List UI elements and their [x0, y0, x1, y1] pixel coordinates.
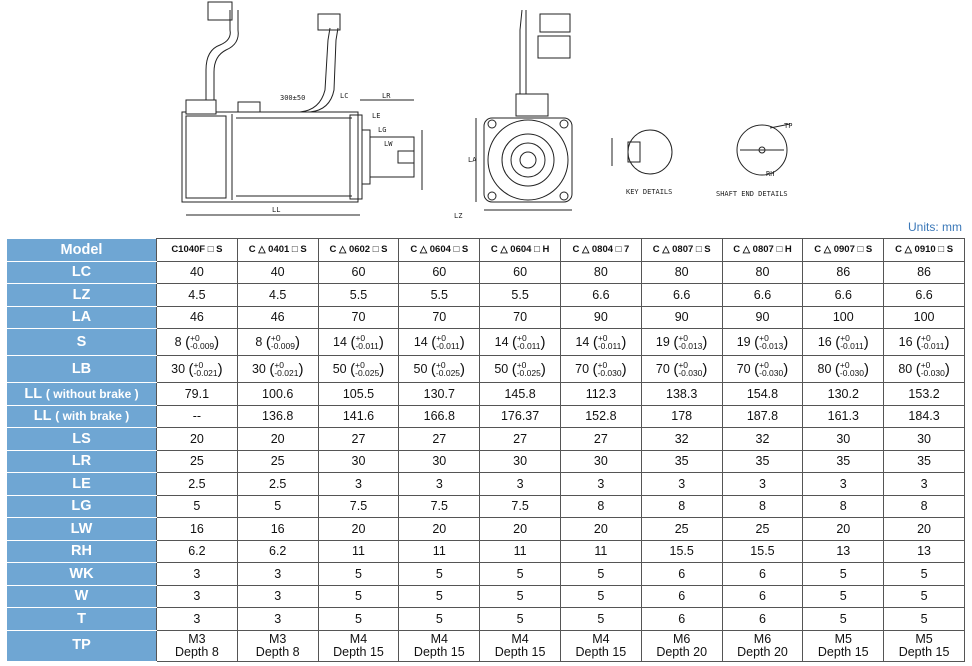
- row-label: LW: [7, 518, 157, 541]
- spec-row-ll: [7, 405, 965, 428]
- spec-cell: 6: [722, 563, 803, 586]
- motor-dimension-drawings: [0, 0, 972, 232]
- spec-cell: 14 ( +0 -0.011 ): [480, 329, 561, 356]
- spec-cell: 6.2: [237, 540, 318, 563]
- spec-row-la: [7, 306, 965, 329]
- spec-cell: 40: [237, 261, 318, 284]
- spec-cell: 130.7: [399, 383, 480, 406]
- spec-cell: 5: [157, 495, 238, 518]
- spec-cell: 4.5: [157, 284, 238, 307]
- spec-cell: 3: [399, 473, 480, 496]
- spec-cell: 80 ( +0 -0.030 ): [884, 356, 965, 383]
- spec-cell: 50 ( +0 -0.025 ): [318, 356, 399, 383]
- spec-cell: 3: [157, 608, 238, 631]
- spec-cell: 60: [399, 261, 480, 284]
- model-header-cell: C △ 0910 □ S: [884, 239, 965, 262]
- spec-cell: 6: [641, 563, 722, 586]
- row-label: TP: [7, 630, 157, 661]
- spec-row-rh: [7, 540, 965, 563]
- spec-cell: 8: [560, 495, 641, 518]
- spec-cell: 8: [641, 495, 722, 518]
- spec-cell: 90: [641, 306, 722, 329]
- spec-cell: 16: [237, 518, 318, 541]
- spec-cell: 60: [480, 261, 561, 284]
- model-header-cell: C △ 0804 □ 7: [560, 239, 641, 262]
- spec-cell: 136.8: [237, 405, 318, 428]
- spec-cell: 5: [399, 563, 480, 586]
- spec-cell: 27: [318, 428, 399, 451]
- spec-cell: 6.6: [722, 284, 803, 307]
- spec-row-lg: [7, 495, 965, 518]
- spec-cell: 8: [884, 495, 965, 518]
- spec-cell: 141.6: [318, 405, 399, 428]
- spec-cell: 30: [803, 428, 884, 451]
- spec-cell: 30: [318, 450, 399, 473]
- spec-cell: 15.5: [722, 540, 803, 563]
- spec-cell: 30 ( +0 -0.021 ): [237, 356, 318, 383]
- label-cable: 300±50: [280, 94, 306, 102]
- spec-cell: 3: [884, 473, 965, 496]
- spec-cell: 50 ( +0 -0.025 ): [399, 356, 480, 383]
- spec-cell: 30: [399, 450, 480, 473]
- model-header-row: [7, 239, 965, 262]
- spec-cell: 3: [157, 585, 238, 608]
- spec-cell: 3: [480, 473, 561, 496]
- spec-row-t: [7, 608, 965, 631]
- model-header-label: Model: [7, 239, 157, 262]
- spec-cell: 2.5: [237, 473, 318, 496]
- spec-cell: 16 ( +0 -0.011 ): [884, 329, 965, 356]
- model-header-cell: C △ 0807 □ H: [722, 239, 803, 262]
- spec-cell: 3: [237, 608, 318, 631]
- model-header-cell: C △ 0604 □ S: [399, 239, 480, 262]
- spec-cell: 70: [480, 306, 561, 329]
- spec-cell: 6: [641, 585, 722, 608]
- label-lz: LZ: [454, 212, 463, 220]
- spec-cell: 11: [480, 540, 561, 563]
- spec-cell: 80: [560, 261, 641, 284]
- spec-cell: 5: [480, 608, 561, 631]
- spec-cell: 4.5: [237, 284, 318, 307]
- spec-cell: 5: [399, 585, 480, 608]
- motor-side-view: [182, 2, 422, 215]
- spec-cell: 3: [722, 473, 803, 496]
- row-label: LA: [7, 306, 157, 329]
- spec-cell: 35: [641, 450, 722, 473]
- spec-cell: 35: [722, 450, 803, 473]
- spec-cell: 5.5: [480, 284, 561, 307]
- spec-row-ll: [7, 383, 965, 406]
- spec-cell: 166.8: [399, 405, 480, 428]
- spec-cell: 35: [884, 450, 965, 473]
- label-le: LE: [372, 112, 381, 120]
- spec-cell: 90: [722, 306, 803, 329]
- key-details-drawing: [612, 130, 672, 174]
- row-label: S: [7, 329, 157, 356]
- spec-cell: 138.3: [641, 383, 722, 406]
- spec-table-body: [7, 261, 965, 661]
- spec-cell: 3: [318, 473, 399, 496]
- spec-row-lz: [7, 284, 965, 307]
- spec-cell: 6.6: [803, 284, 884, 307]
- spec-cell: 86: [803, 261, 884, 284]
- spec-cell: 40: [157, 261, 238, 284]
- label-rh: RH: [766, 170, 775, 178]
- spec-cell: M3 Depth 8: [237, 630, 318, 661]
- row-label: LR: [7, 450, 157, 473]
- model-header-cell: C △ 0807 □ S: [641, 239, 722, 262]
- key-details-title: KEY DETAILS: [626, 188, 673, 196]
- spec-cell: 8 ( +0 -0.009 ): [237, 329, 318, 356]
- spec-cell: 80 ( +0 -0.030 ): [803, 356, 884, 383]
- spec-cell: 100: [803, 306, 884, 329]
- spec-cell: 20: [318, 518, 399, 541]
- spec-cell: 6.6: [560, 284, 641, 307]
- row-label: LG: [7, 495, 157, 518]
- spec-cell: 152.8: [560, 405, 641, 428]
- spec-cell: 3: [237, 563, 318, 586]
- spec-cell: 14 ( +0 -0.011 ): [318, 329, 399, 356]
- spec-cell: 5: [884, 563, 965, 586]
- spec-cell: 5: [560, 608, 641, 631]
- spec-cell: 8: [803, 495, 884, 518]
- spec-cell: 32: [641, 428, 722, 451]
- label-tp: TP: [784, 122, 793, 130]
- spec-cell: 176.37: [480, 405, 561, 428]
- row-label: LE: [7, 473, 157, 496]
- spec-cell: --: [157, 405, 238, 428]
- spec-cell: 20: [884, 518, 965, 541]
- spec-cell: 130.2: [803, 383, 884, 406]
- spec-cell: 3: [157, 563, 238, 586]
- row-label: LZ: [7, 284, 157, 307]
- spec-cell: 5: [480, 563, 561, 586]
- spec-cell: 15.5: [641, 540, 722, 563]
- row-label: LB: [7, 356, 157, 383]
- spec-cell: M3 Depth 8: [157, 630, 238, 661]
- spec-cell: 90: [560, 306, 641, 329]
- spec-cell: M4 Depth 15: [560, 630, 641, 661]
- spec-cell: 27: [480, 428, 561, 451]
- spec-cell: 32: [722, 428, 803, 451]
- spec-cell: 7.5: [318, 495, 399, 518]
- spec-cell: 5.5: [318, 284, 399, 307]
- spec-cell: 79.1: [157, 383, 238, 406]
- spec-cell: 20: [399, 518, 480, 541]
- shaft-end-details-title: SHAFT END DETAILS: [716, 190, 788, 198]
- spec-cell: 5: [318, 585, 399, 608]
- spec-cell: 100: [884, 306, 965, 329]
- spec-cell: 153.2: [884, 383, 965, 406]
- spec-cell: 145.8: [480, 383, 561, 406]
- row-label: RH: [7, 540, 157, 563]
- spec-cell: 14 ( +0 -0.011 ): [399, 329, 480, 356]
- spec-cell: 27: [560, 428, 641, 451]
- spec-cell: 25: [157, 450, 238, 473]
- spec-cell: 27: [399, 428, 480, 451]
- spec-cell: 80: [722, 261, 803, 284]
- spec-cell: M4 Depth 15: [480, 630, 561, 661]
- spec-cell: 3: [803, 473, 884, 496]
- spec-cell: 5: [803, 563, 884, 586]
- model-header-cell: C △ 0907 □ S: [803, 239, 884, 262]
- spec-row-lr: [7, 450, 965, 473]
- model-header-cell: C1040F □ S: [157, 239, 238, 262]
- spec-cell: 6.6: [641, 284, 722, 307]
- spec-cell: 25: [237, 450, 318, 473]
- spec-cell: M5 Depth 15: [884, 630, 965, 661]
- label-la: LA: [468, 156, 477, 164]
- spec-cell: 6.6: [884, 284, 965, 307]
- model-header-cell: C △ 0401 □ S: [237, 239, 318, 262]
- row-label: T: [7, 608, 157, 631]
- spec-cell: 6: [641, 608, 722, 631]
- spec-cell: M6 Depth 20: [722, 630, 803, 661]
- spec-row-wk: [7, 563, 965, 586]
- spec-cell: 5: [318, 563, 399, 586]
- label-lc: LC: [340, 92, 349, 100]
- spec-cell: M5 Depth 15: [803, 630, 884, 661]
- spec-cell: M6 Depth 20: [641, 630, 722, 661]
- spec-cell: 86: [884, 261, 965, 284]
- spec-cell: 5: [399, 608, 480, 631]
- model-header-cell: C △ 0602 □ S: [318, 239, 399, 262]
- spec-cell: 5: [318, 608, 399, 631]
- spec-cell: 5: [480, 585, 561, 608]
- row-label: LC: [7, 261, 157, 284]
- spec-cell: 6: [722, 608, 803, 631]
- label-lr: LR: [382, 92, 391, 100]
- drawings-svg: [0, 0, 972, 232]
- spec-row-s: [7, 329, 965, 356]
- spec-cell: 8 ( +0 -0.009 ): [157, 329, 238, 356]
- spec-cell: 3: [560, 473, 641, 496]
- spec-cell: 3: [237, 585, 318, 608]
- spec-cell: 30: [884, 428, 965, 451]
- spec-cell: 80: [641, 261, 722, 284]
- spec-cell: 5: [884, 585, 965, 608]
- spec-row-w: [7, 585, 965, 608]
- shaft-end-details-drawing: [737, 122, 793, 175]
- row-label: LL ( without brake ): [7, 383, 157, 406]
- spec-cell: 154.8: [722, 383, 803, 406]
- spec-cell: 19 ( +0 -0.013 ): [722, 329, 803, 356]
- spec-cell: 16: [157, 518, 238, 541]
- spec-cell: 19 ( +0 -0.013 ): [641, 329, 722, 356]
- spec-cell: 187.8: [722, 405, 803, 428]
- spec-cell: 30 ( +0 -0.021 ): [157, 356, 238, 383]
- spec-cell: 100.6: [237, 383, 318, 406]
- spec-cell: 6: [722, 585, 803, 608]
- spec-cell: 161.3: [803, 405, 884, 428]
- spec-cell: 5: [560, 585, 641, 608]
- spec-row-lb: [7, 356, 965, 383]
- label-lw: LW: [384, 140, 393, 148]
- units-label: Units: mm: [908, 220, 962, 234]
- spec-cell: 20: [480, 518, 561, 541]
- spec-cell: M4 Depth 15: [399, 630, 480, 661]
- label-ll: LL: [272, 206, 281, 214]
- spec-cell: 3: [641, 473, 722, 496]
- spec-cell: 13: [803, 540, 884, 563]
- spec-row-lw: [7, 518, 965, 541]
- spec-cell: 11: [399, 540, 480, 563]
- model-header-cell: C △ 0604 □ H: [480, 239, 561, 262]
- spec-cell: 5: [803, 608, 884, 631]
- spec-cell: 70 ( +0 -0.030 ): [641, 356, 722, 383]
- spec-cell: 14 ( +0 -0.011 ): [560, 329, 641, 356]
- row-label: LL ( with brake ): [7, 405, 157, 428]
- spec-cell: 70 ( +0 -0.030 ): [722, 356, 803, 383]
- spec-cell: 184.3: [884, 405, 965, 428]
- spec-cell: M4 Depth 15: [318, 630, 399, 661]
- spec-cell: 11: [318, 540, 399, 563]
- row-label: LS: [7, 428, 157, 451]
- spec-cell: 105.5: [318, 383, 399, 406]
- spec-cell: 2.5: [157, 473, 238, 496]
- spec-cell: 5: [803, 585, 884, 608]
- motor-front-view: [476, 10, 572, 210]
- spec-cell: 70 ( +0 -0.030 ): [560, 356, 641, 383]
- spec-cell: 20: [237, 428, 318, 451]
- spec-cell: 7.5: [480, 495, 561, 518]
- row-label: W: [7, 585, 157, 608]
- spec-cell: 50 ( +0 -0.025 ): [480, 356, 561, 383]
- label-lg: LG: [378, 126, 387, 134]
- spec-cell: 20: [157, 428, 238, 451]
- spec-cell: 35: [803, 450, 884, 473]
- spec-cell: 30: [560, 450, 641, 473]
- spec-cell: 70: [318, 306, 399, 329]
- row-label: WK: [7, 563, 157, 586]
- spec-cell: 5.5: [399, 284, 480, 307]
- spec-cell: 46: [237, 306, 318, 329]
- spec-cell: 25: [641, 518, 722, 541]
- spec-cell: 8: [722, 495, 803, 518]
- spec-table: [6, 238, 965, 662]
- spec-cell: 25: [722, 518, 803, 541]
- spec-cell: 112.3: [560, 383, 641, 406]
- spec-cell: 178: [641, 405, 722, 428]
- spec-cell: 46: [157, 306, 238, 329]
- spec-cell: 5: [884, 608, 965, 631]
- spec-row-lc: [7, 261, 965, 284]
- spec-cell: 60: [318, 261, 399, 284]
- spec-cell: 5: [237, 495, 318, 518]
- spec-row-tp: [7, 630, 965, 661]
- spec-cell: 30: [480, 450, 561, 473]
- spec-cell: 5: [560, 563, 641, 586]
- spec-row-ls: [7, 428, 965, 451]
- spec-cell: 20: [803, 518, 884, 541]
- spec-row-le: [7, 473, 965, 496]
- spec-cell: 11: [560, 540, 641, 563]
- spec-cell: 16 ( +0 -0.011 ): [803, 329, 884, 356]
- spec-cell: 7.5: [399, 495, 480, 518]
- spec-cell: 6.2: [157, 540, 238, 563]
- spec-cell: 13: [884, 540, 965, 563]
- spec-cell: 20: [560, 518, 641, 541]
- spec-cell: 70: [399, 306, 480, 329]
